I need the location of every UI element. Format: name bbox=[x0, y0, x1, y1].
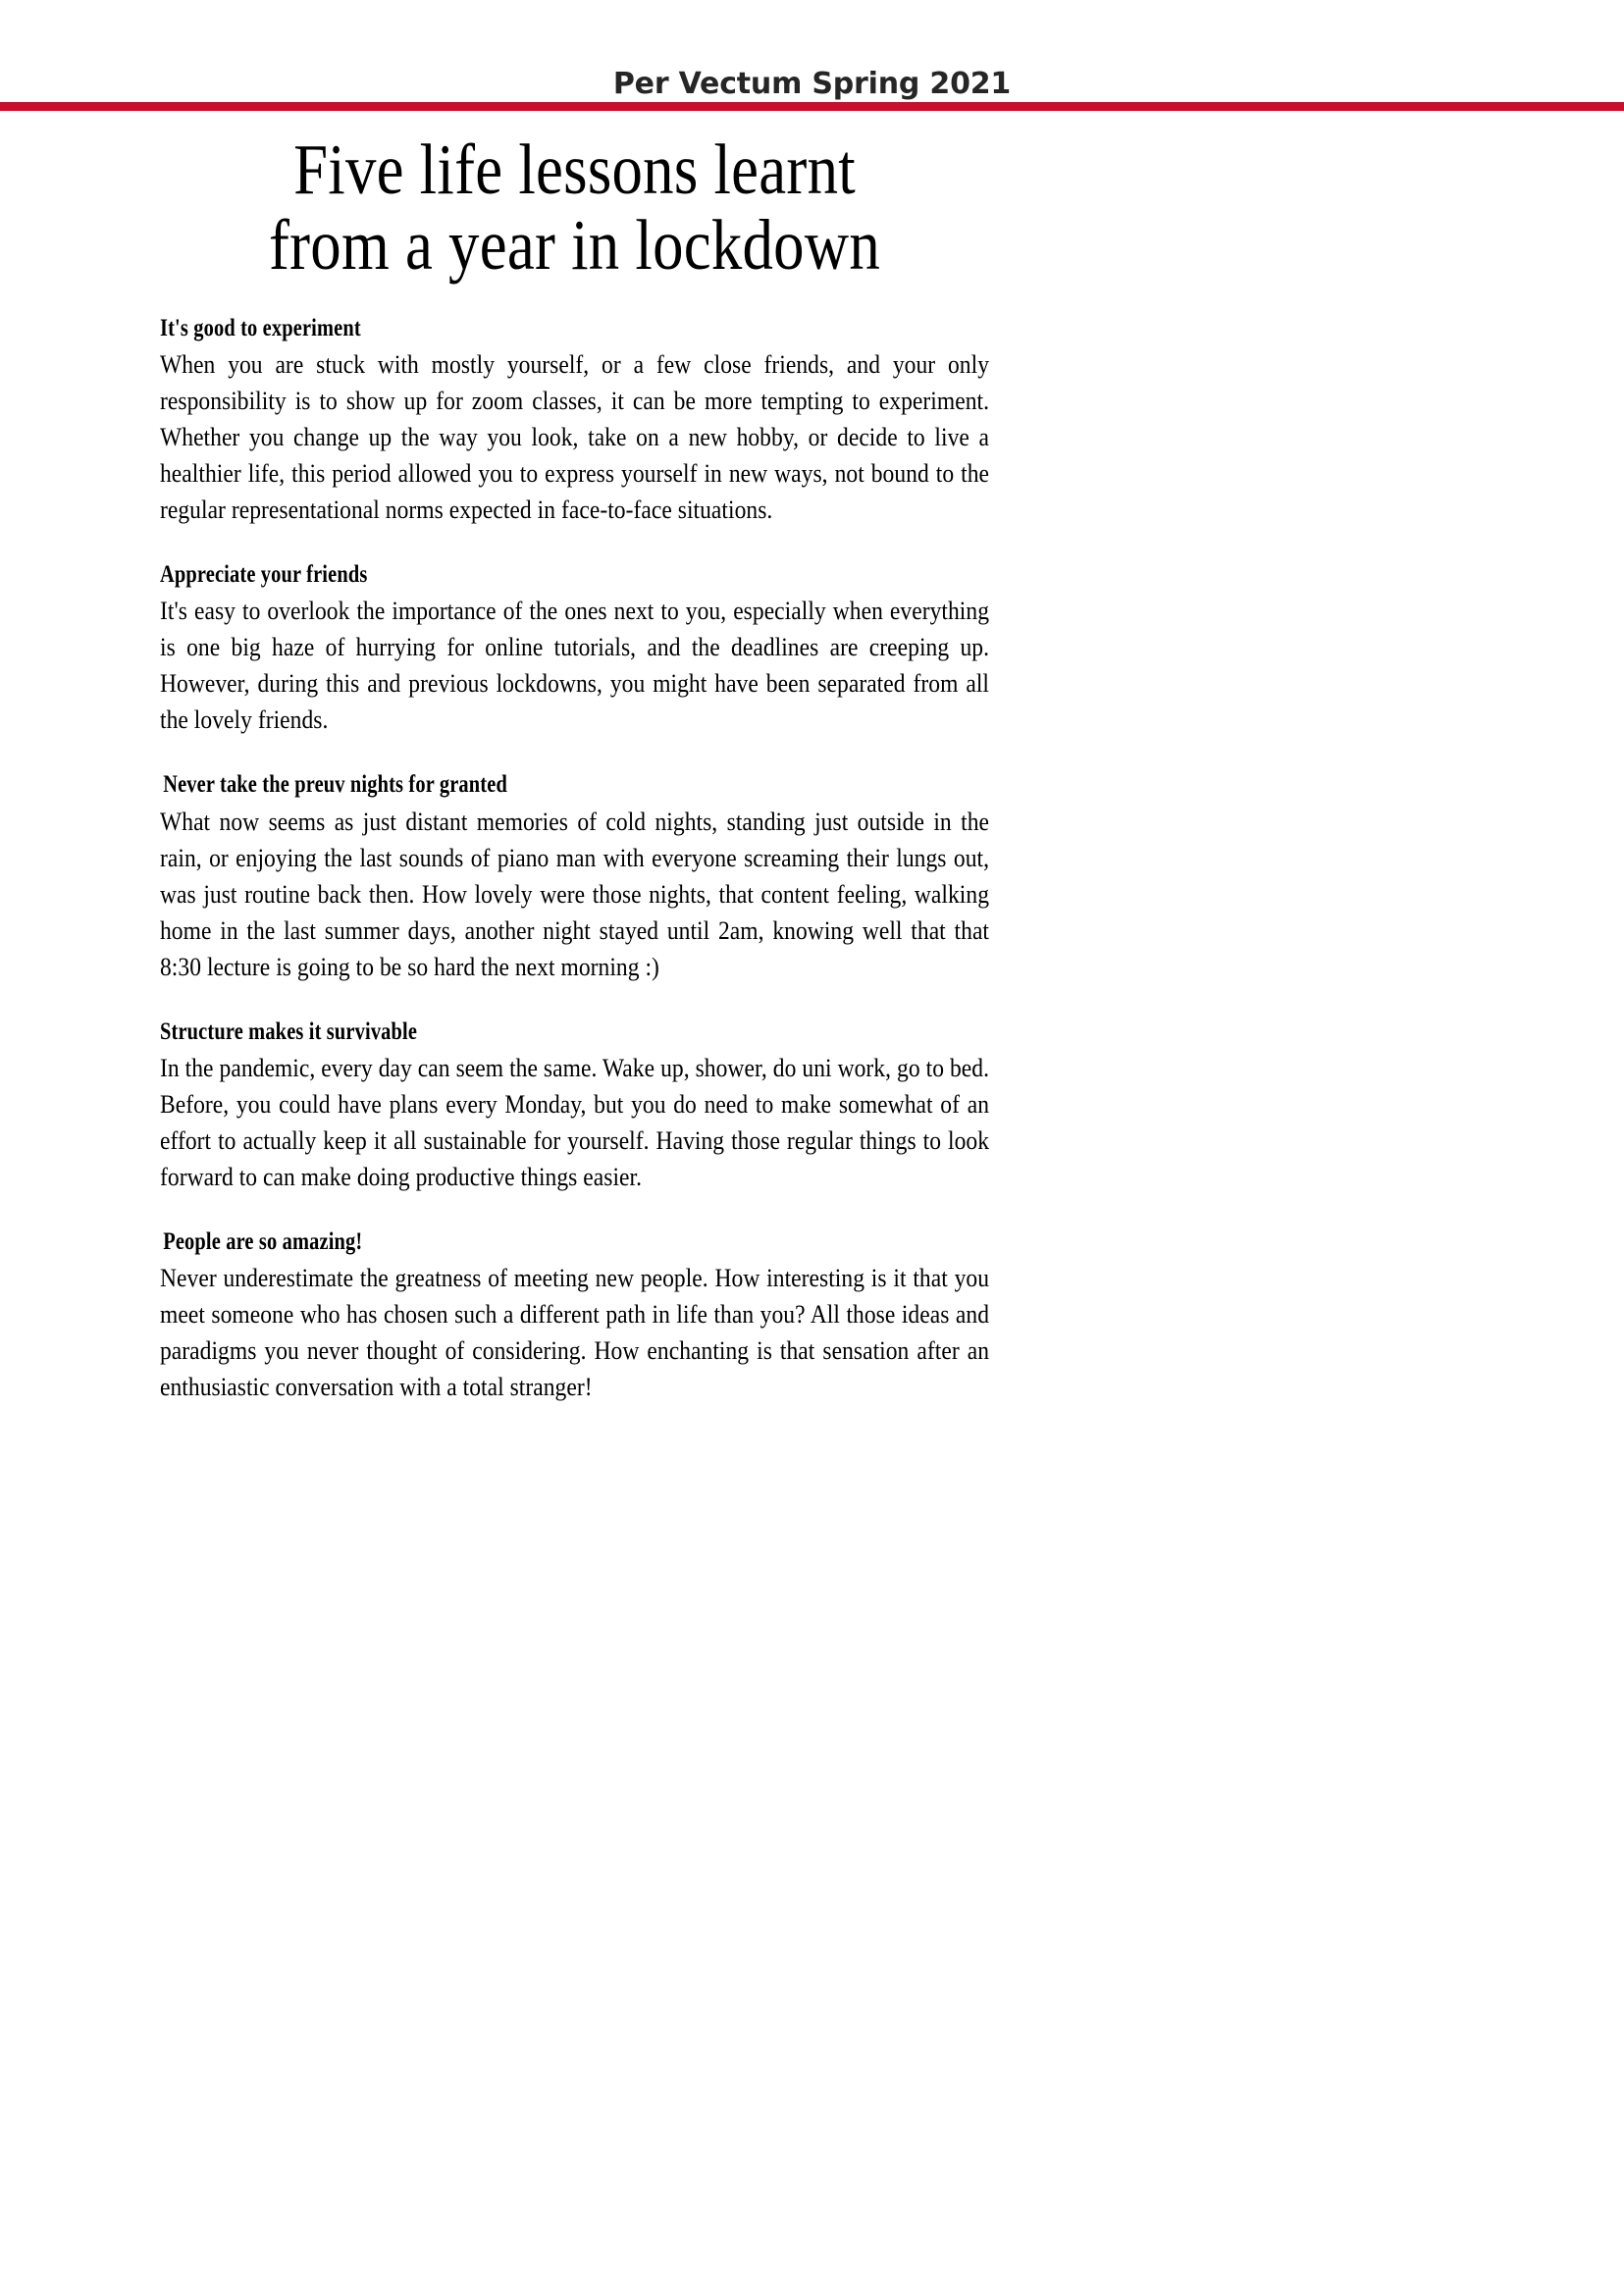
article-section bbox=[160, 1225, 989, 1405]
article-sections bbox=[160, 311, 989, 1406]
section-heading-nights: Never take the preuv nights for granted bbox=[163, 769, 507, 799]
section-heading-people: People are so amazing! bbox=[163, 1226, 363, 1256]
article-column bbox=[160, 110, 989, 1435]
section-heading-structure: Structure makes it survivable bbox=[160, 1016, 418, 1045]
section-body-friends: It's easy to overlook the importance of the ones next to you, especially when everything is one big haze of hurrying for online tutorials, and the deadlines are creeping up. However, during this and previous lockdowns, you might have been separated from all the lovely friends. bbox=[160, 597, 990, 735]
section-body-nights: What now seems as just distant memories of cold nights, standing just outside in the rain, or enjoying the last sounds of piano man with everyone screaming their lungs out, was just routine back then. How lovely were those nights, that content feeling, walking home in the last summer days, another night stayed until 2am, knowing well that that 8:30 lecture is going to be so hard the next morning :) bbox=[160, 807, 990, 981]
section-heading-friends: Appreciate your friends bbox=[160, 559, 368, 589]
section-body-people: Never underestimate the greatness of meeting new people. How interesting is it that you meet someone who has chosen such a different path in life than you? All those ideas and paradigms you never thought of considering. How enchanting is that sensation after an enthusiastic conversation with a total stranger! bbox=[160, 1264, 990, 1402]
running-header-title: Per Vectum Spring 2021 bbox=[612, 67, 1012, 101]
article-section bbox=[160, 311, 989, 528]
section-body-structure: In the pandemic, every day can seem the same. Wake up, shower, do uni work, go to bed. Before, you could have plans every Monday, but you do need to make somewhat of an effort to actually keep it all sustainable for yourself. Having those regular things to look forward to can make doing productive things easier. bbox=[160, 1053, 990, 1192]
article-section bbox=[160, 1015, 989, 1195]
article-section bbox=[160, 557, 989, 738]
article-title: Five life lessons learnt from a year in lockdown bbox=[268, 130, 881, 286]
article-section bbox=[160, 767, 989, 984]
section-body-experiment: When you are stuck with mostly yourself, or a few close friends, and your only responsibility is to show up for zoom classes, it can be more tempting to experiment. Whether you change up the way you look, take on a new hobby, or decide to live a healthier life, this period allowed you to express yourself in new ways, not bound to the regular representational norms expected in face-to-face situations. bbox=[160, 349, 990, 525]
page-header bbox=[0, 0, 1624, 110]
section-heading-experiment: It's good to experiment bbox=[160, 312, 361, 341]
